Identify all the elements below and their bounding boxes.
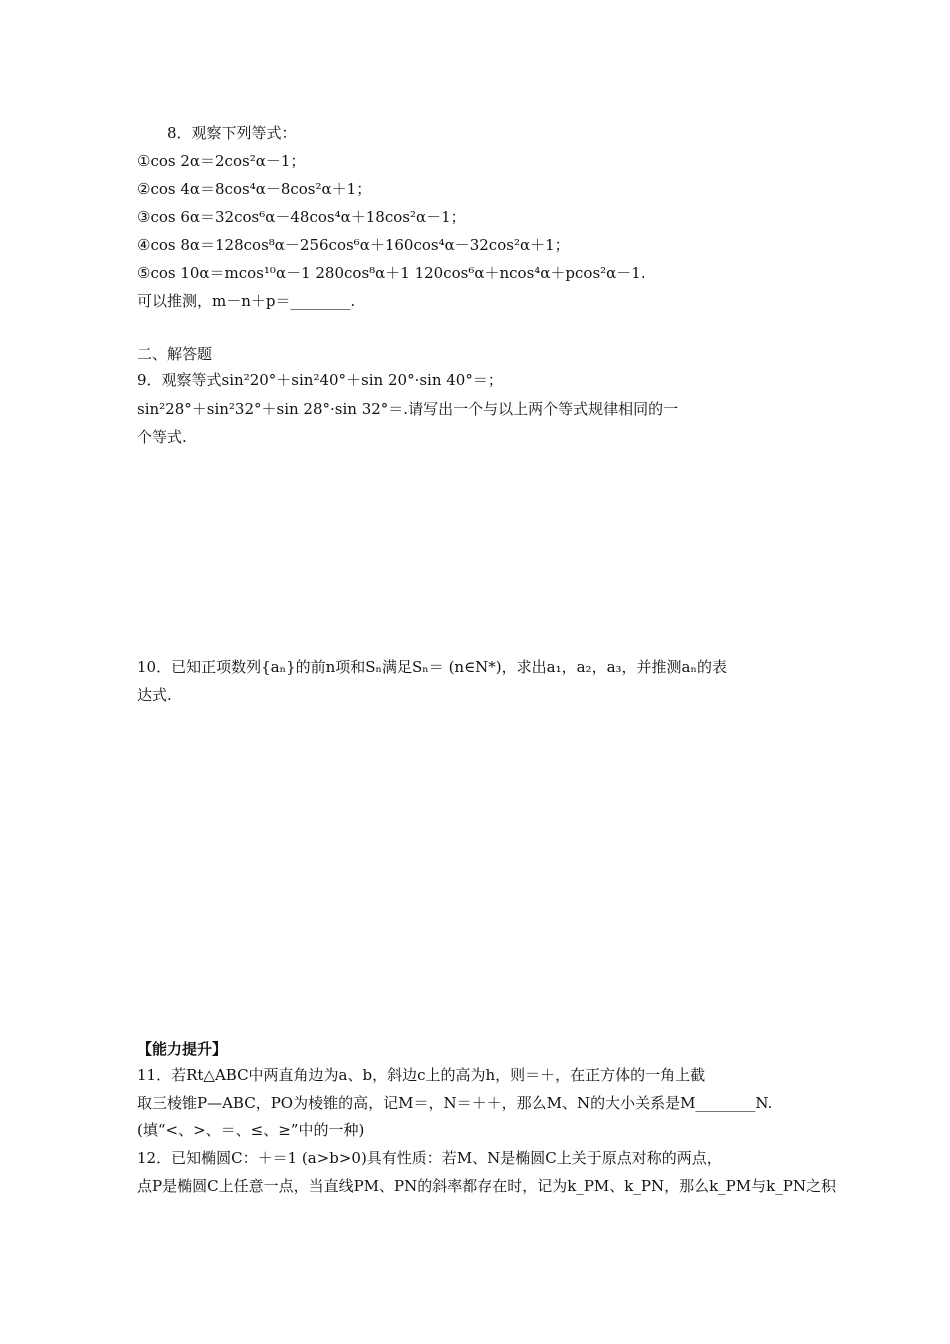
section-heading: 二、解答题 <box>137 345 213 363</box>
q8-title: 8．观察下列等式： <box>167 124 297 142</box>
q10-line-2: 达式. <box>137 686 172 704</box>
q9-line-1: 9．观察等式sin²20°＋sin²40°＋sin 20°·sin 40°＝； <box>137 371 503 389</box>
q11-line-1: 11．若Rt△ABC中两直角边为a、b，斜边c上的高为h，则＝＋，在正方体的一角上截 <box>137 1066 706 1084</box>
q12-line-2: 点P是椭圆C上任意一点，当直线PM、PN的斜率都存在时，记为k_PM、k_PN，那么k_PM与k_PN之积 <box>137 1177 836 1195</box>
q10-line-1: 10．已知正项数列{aₙ}的前n项和Sₙ满足Sₙ＝ (n∈N*)，求出a₁，a₂，a₃，并推测aₙ的表 <box>137 658 727 676</box>
q11-line-3: (填“<、>、＝、≤、≥”中的一种) <box>137 1121 365 1139</box>
q9-line-3: 个等式. <box>137 428 187 446</box>
q11-line-2: 取三棱锥P—ABC，PO为棱锥的高，记M＝，N＝＋＋，那么M、N的大小关系是M________N. <box>137 1094 773 1112</box>
q8-equation-4: ④cos 8α＝128cos⁸α－256cos⁶α＋160cos⁴α－32cos²α＋1； <box>137 236 570 254</box>
q8-equation-2: ②cos 4α＝8cos⁴α－8cos²α＋1； <box>137 180 372 198</box>
q12-line-1: 12．已知椭圆C：＋＝1 (a>b>0)具有性质：若M、N是椭圆C上关于原点对称的两点， <box>137 1149 722 1167</box>
q8-equation-3: ③cos 6α＝32cos⁶α－48cos⁴α＋18cos²α－1； <box>137 208 466 226</box>
q8-question: 可以推测，m－n＋p＝________. <box>137 292 356 310</box>
ability-heading: 【能力提升】 <box>137 1040 228 1058</box>
q9-line-2: sin²28°＋sin²32°＋sin 28°·sin 32°＝.请写出一个与以上两个等式规律相同的一 <box>137 400 679 418</box>
q8-equation-5: ⑤cos 10α＝mcos¹⁰α－1 280cos⁸α＋1 120cos⁶α＋ncos⁴α＋pcos²α－1. <box>137 264 646 282</box>
q8-equation-1: ①cos 2α＝2cos²α－1； <box>137 152 306 170</box>
